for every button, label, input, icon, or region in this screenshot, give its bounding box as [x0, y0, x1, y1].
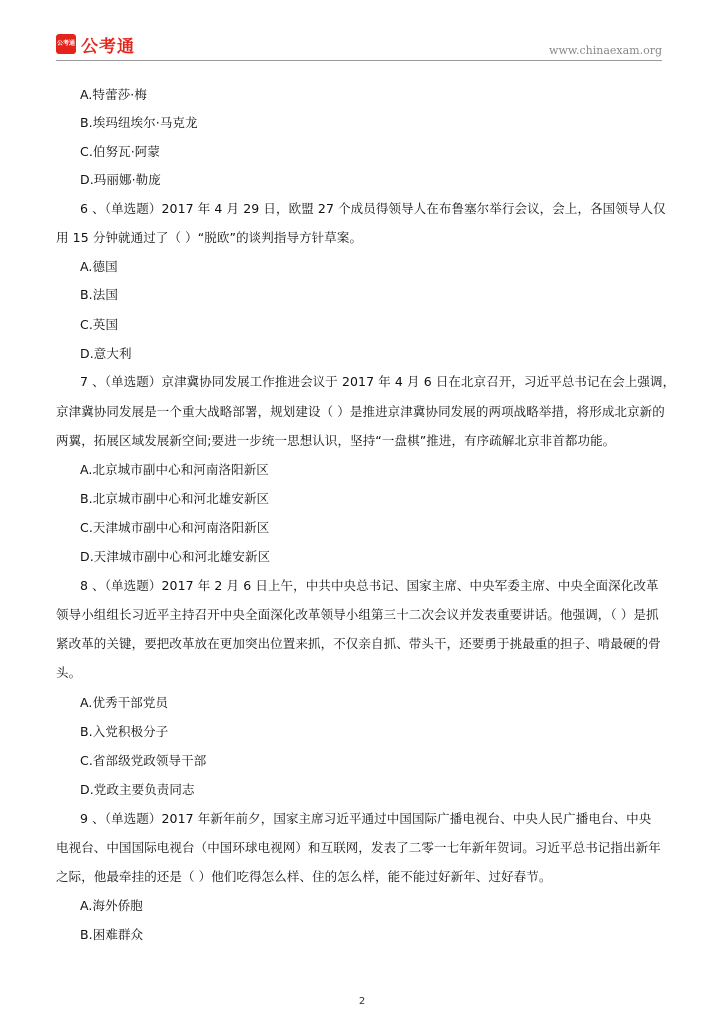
question-line: 电视台、中国国际电视台（中国环球电视网）和互联网，发表了二零一七年新年贺词。习近平总书记指出新年 [56, 840, 661, 855]
option-line: D.意大利 [80, 346, 132, 361]
option-line: A.特蕾莎·梅 [80, 87, 147, 102]
option-line: A.北京城市副中心和河南洛阳新区 [80, 462, 269, 477]
page-number: 2 [358, 996, 366, 1007]
question-line: 9 、（单选题）2017 年新年前夕，国家主席习近平通过中国国际广播电视台、中央人民广播电台、中央 [80, 811, 652, 826]
header-divider [56, 60, 662, 61]
option-line: C.伯努瓦·阿蒙 [80, 144, 160, 159]
option-line: B.困难群众 [80, 927, 144, 942]
brand-name: 公考通 [81, 37, 135, 57]
option-line: B.北京城市副中心和河北雄安新区 [80, 491, 270, 506]
option-line: B.埃玛纽埃尔·马克龙 [80, 115, 198, 130]
option-line: D.党政主要负责同志 [80, 782, 195, 797]
option-line: C.天津城市副中心和河南洛阳新区 [80, 520, 270, 535]
logo-badge: 公考通 [56, 34, 76, 54]
option-line: D.天津城市副中心和河北雄安新区 [80, 549, 271, 564]
question-line: 用 15 分钟就通过了（ ）“脱欧”的谈判指导方针草案。 [56, 230, 363, 245]
question-line: 6 、（单选题）2017 年 4 月 29 日，欧盟 27 个成员得领导人在布鲁塞尔举行会议，会上，各国领导人仅 [80, 201, 666, 216]
question-line: 京津冀协同发展是一个重大战略部署，规划建设（ ）是推进京津冀协同发展的两项战略举措，将形成北京新的 [56, 404, 665, 419]
option-line: D.玛丽娜·勒庞 [80, 172, 161, 187]
question-line: 头。 [56, 665, 82, 680]
option-line: B.法国 [80, 287, 118, 302]
question-line: 领导小组组长习近平主持召开中央全面深化改革领导小组第三十二次会议并发表重要讲话。他强调，（ ）是抓 [56, 607, 659, 622]
option-line: C.英国 [80, 317, 119, 332]
option-line: B.入党积极分子 [80, 724, 169, 739]
question-line: 8 、（单选题）2017 年 2 月 6 日上午，中共中央总书记、国家主席、中央军委主席、中央全面深化改革 [80, 578, 659, 593]
question-line: 紧改革的关键，要把改革放在更加突出位置来抓，不仅亲自抓、带头干，还要勇于挑最重的担子、啃最硬的骨 [56, 636, 661, 651]
question-line: 7 、（单选题）京津冀协同发展工作推进会议于 2017 年 4 月 6 日在北京召开，习近平总书记在会上强调， [80, 374, 676, 389]
page-header [56, 34, 662, 62]
option-line: A.海外侨胞 [80, 898, 143, 913]
site-url: www.chinaexam.org [549, 44, 662, 57]
question-line: 两翼，拓展区域发展新空间;要进一步统一思想认识，坚持“一盘棋”推进，有序疏解北京非首都功能。 [56, 433, 616, 448]
option-line: A.优秀干部党员 [80, 695, 169, 710]
option-line: C.省部级党政领导干部 [80, 753, 207, 768]
question-line: 之际，他最牵挂的还是（ ）他们吃得怎么样、住的怎么样，能不能过好新年、过好春节。 [56, 869, 552, 884]
option-line: A.德国 [80, 259, 118, 274]
